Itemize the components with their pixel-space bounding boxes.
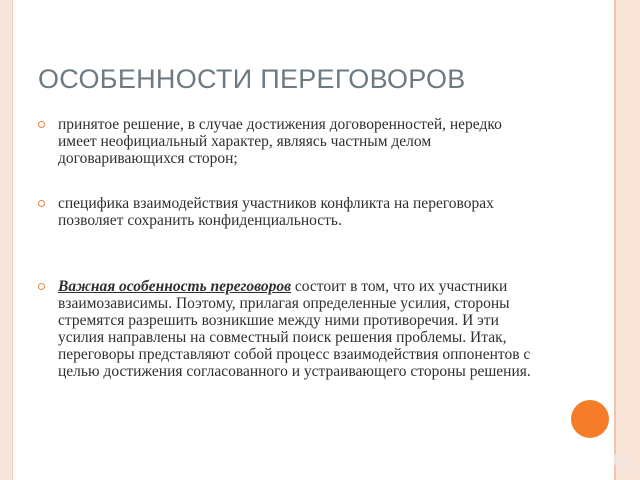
left-frame-line [12, 0, 13, 480]
bullet-text: специфика взаимодействия участников конфликта на переговорах позволяет сохранить конфиденциальность. [58, 195, 494, 229]
right-frame-border [616, 0, 640, 480]
decorative-circle [571, 400, 609, 438]
right-frame-line [614, 0, 616, 480]
left-frame-border [0, 0, 12, 480]
watermark: tu [612, 452, 628, 469]
bullet-text: принятое решение, в случае достижения договоренностей, нередко имеет неофициальный характер, являясь частным делом договаривающихся сторон; [58, 116, 502, 167]
bullet-text-container [58, 278, 538, 380]
bullet-dot-icon [38, 200, 45, 207]
bullet-dot-icon [38, 121, 45, 128]
bullet-item [38, 116, 538, 167]
slide-title: ОСОБЕННОСТИ ПЕРЕГОВОРОВ [38, 64, 466, 94]
bullet-item [38, 278, 538, 380]
bullet-dot-icon [38, 283, 45, 290]
bullet-item [38, 195, 538, 229]
bullet-text: состоит в том, что их участники взаимозависимы. Поэтому, прилагая определенные усилия, стороны стремятся разрешить возникшие между ними противоречия. И эти усилия направлены на совместный поиск решения проблемы. Итак, переговоры представляют собой процесс взаимодействия оппонентов с целью достижения согласованного и устраивающего стороны решения. [58, 278, 531, 380]
bullet-emphasis: Важная особенность переговоров [58, 278, 292, 295]
